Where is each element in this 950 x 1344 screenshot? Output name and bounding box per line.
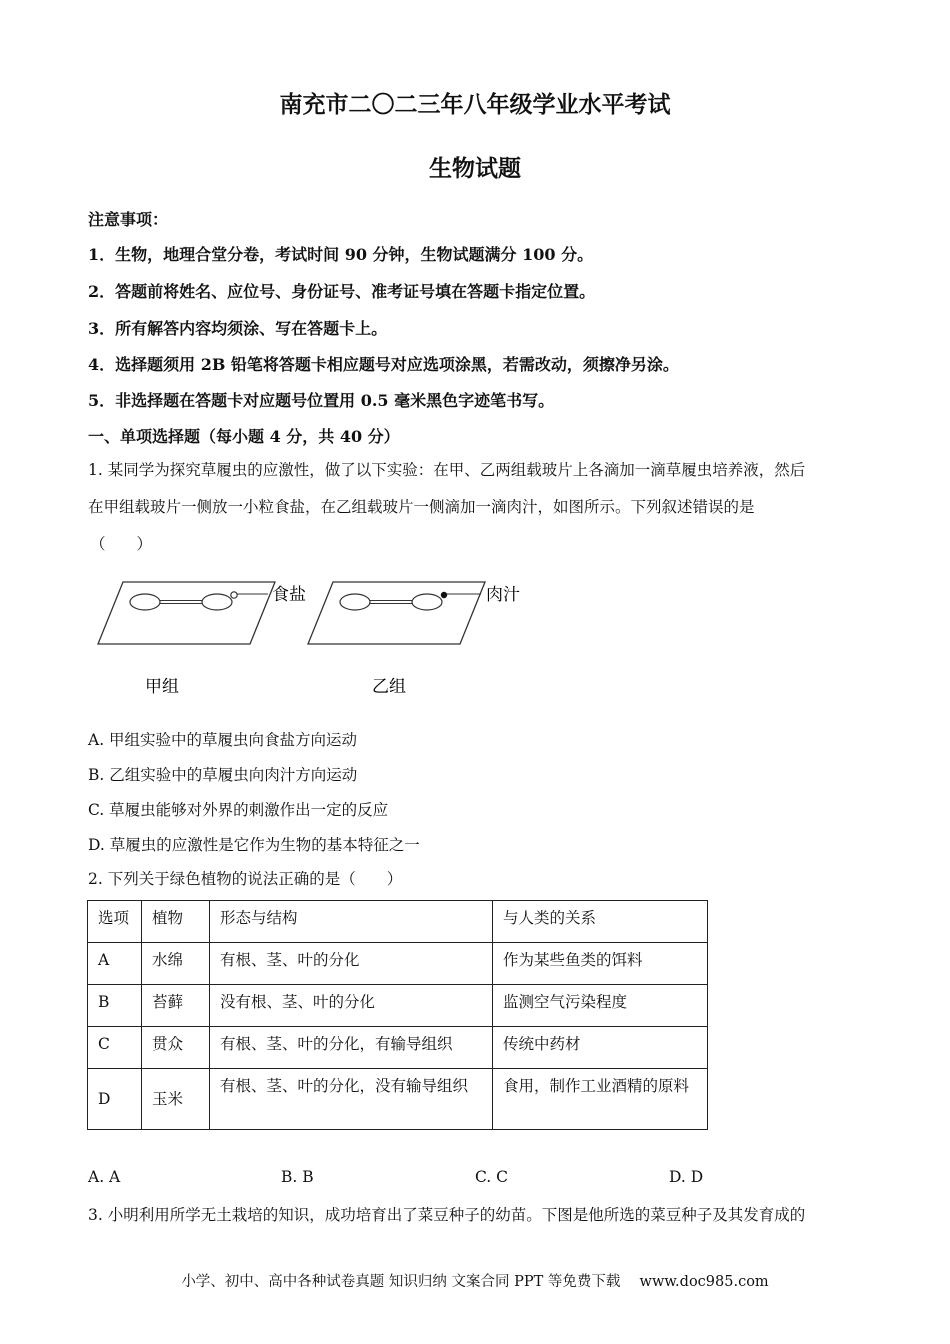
table-cell: D xyxy=(88,1069,142,1130)
q2-table xyxy=(87,900,708,1130)
table-header-cell: 与人类的关系 xyxy=(493,901,708,943)
q2-choice-a: A. A xyxy=(88,1168,121,1186)
q2-choice-b: B. B xyxy=(281,1168,314,1186)
q1-option-c: C. 草履虫能够对外界的刺激作出一定的反应 xyxy=(88,801,389,819)
q1-answer-paren: （ ） xyxy=(90,535,153,553)
table-row xyxy=(88,943,708,985)
table-row xyxy=(88,1069,708,1130)
table-cell: 贯众 xyxy=(142,1027,210,1069)
q1-option-d: D. 草履虫的应激性是它作为生物的基本特征之一 xyxy=(88,836,420,854)
notice-item: 4．选择题须用 2B 铅笔将答题卡相应题号对应选项涂黑，若需改动，须擦净另涂。 xyxy=(88,355,679,374)
table-cell: 有根、茎、叶的分化，有输导组织 xyxy=(210,1027,493,1069)
table-cell: 苔藓 xyxy=(142,985,210,1027)
table-header-row xyxy=(88,901,708,943)
notice-heading: 注意事项： xyxy=(88,210,169,229)
slide-group-a xyxy=(98,582,275,644)
table-cell: 玉米 xyxy=(142,1069,210,1130)
table-cell: 作为某些鱼类的饵料 xyxy=(493,943,708,985)
page-footer: 小学、初中、高中各种试卷真题 知识归纳 文案合同 PPT 等免费下载 www.doc985.com xyxy=(181,1274,769,1290)
exam-subtitle: 生物试题 xyxy=(429,155,521,182)
table-header-cell: 植物 xyxy=(142,901,210,943)
table-cell: A xyxy=(88,943,142,985)
table-row xyxy=(88,985,708,1027)
salt-grain xyxy=(231,592,237,598)
table-cell: 有根、茎、叶的分化，没有输导组织 xyxy=(210,1069,493,1130)
table-header-cell: 选项 xyxy=(88,901,142,943)
notice-item: 3．所有解答内容均须涂、写在答题卡上。 xyxy=(88,319,388,338)
label-group-a: 甲组 xyxy=(145,677,179,697)
slide-group-b xyxy=(308,582,485,644)
table-header-cell: 形态与结构 xyxy=(210,901,493,943)
table-cell: B xyxy=(88,985,142,1027)
section-heading: 一、单项选择题（每小题 4 分，共 40 分） xyxy=(88,427,400,446)
table-cell: 水绵 xyxy=(142,943,210,985)
q2-choice-d: D. D xyxy=(669,1168,704,1186)
label-group-b: 乙组 xyxy=(372,677,406,697)
table-cell: 传统中药材 xyxy=(493,1027,708,1069)
meat-juice-drop xyxy=(441,592,447,598)
notice-item: 5．非选择题在答题卡对应题号位置用 0.5 毫米黑色字迹笔书写。 xyxy=(88,391,555,410)
label-salt: 食盐 xyxy=(272,585,306,605)
exam-title: 南充市二〇二三年八年级学业水平考试 xyxy=(279,91,671,118)
q1-option-b: B. 乙组实验中的草履虫向肉汁方向运动 xyxy=(88,766,358,784)
table-cell: 有根、茎、叶的分化 xyxy=(210,943,493,985)
table-row xyxy=(88,1027,708,1069)
table-cell: 食用，制作工业酒精的原料 xyxy=(493,1069,708,1130)
table-cell: C xyxy=(88,1027,142,1069)
q1-option-a: A. 甲组实验中的草履虫向食盐方向运动 xyxy=(88,731,358,749)
notice-item: 2．答题前将姓名、应位号、身份证号、准考证号填在答题卡指定位置。 xyxy=(88,282,596,301)
q2-choice-c: C. C xyxy=(475,1168,509,1186)
q1-figure xyxy=(95,572,535,702)
q2-stem: 2. 下列关于绿色植物的说法正确的是（ ） xyxy=(88,870,403,888)
q1-stem-line1: 1. 某同学为探究草履虫的应激性，做了以下实验：在甲、乙两组载玻片上各滴加一滴草履虫培养液，然后 xyxy=(88,461,806,479)
q3-stem: 3. 小明利用所学无土栽培的知识，成功培育出了菜豆种子的幼苗。下图是他所选的菜豆种子及其发育成的 xyxy=(88,1206,806,1224)
table-cell: 监测空气污染程度 xyxy=(493,985,708,1027)
notice-item: 1．生物，地理合堂分卷，考试时间 90 分钟，生物试题满分 100 分。 xyxy=(88,245,594,264)
q1-stem-line2: 在甲组载玻片一侧放一小粒食盐，在乙组载玻片一侧滴加一滴肉汁，如图所示。下列叙述错误的是 xyxy=(88,498,755,516)
table-cell: 没有根、茎、叶的分化 xyxy=(210,985,493,1027)
label-meat-juice: 肉汁 xyxy=(486,585,520,605)
